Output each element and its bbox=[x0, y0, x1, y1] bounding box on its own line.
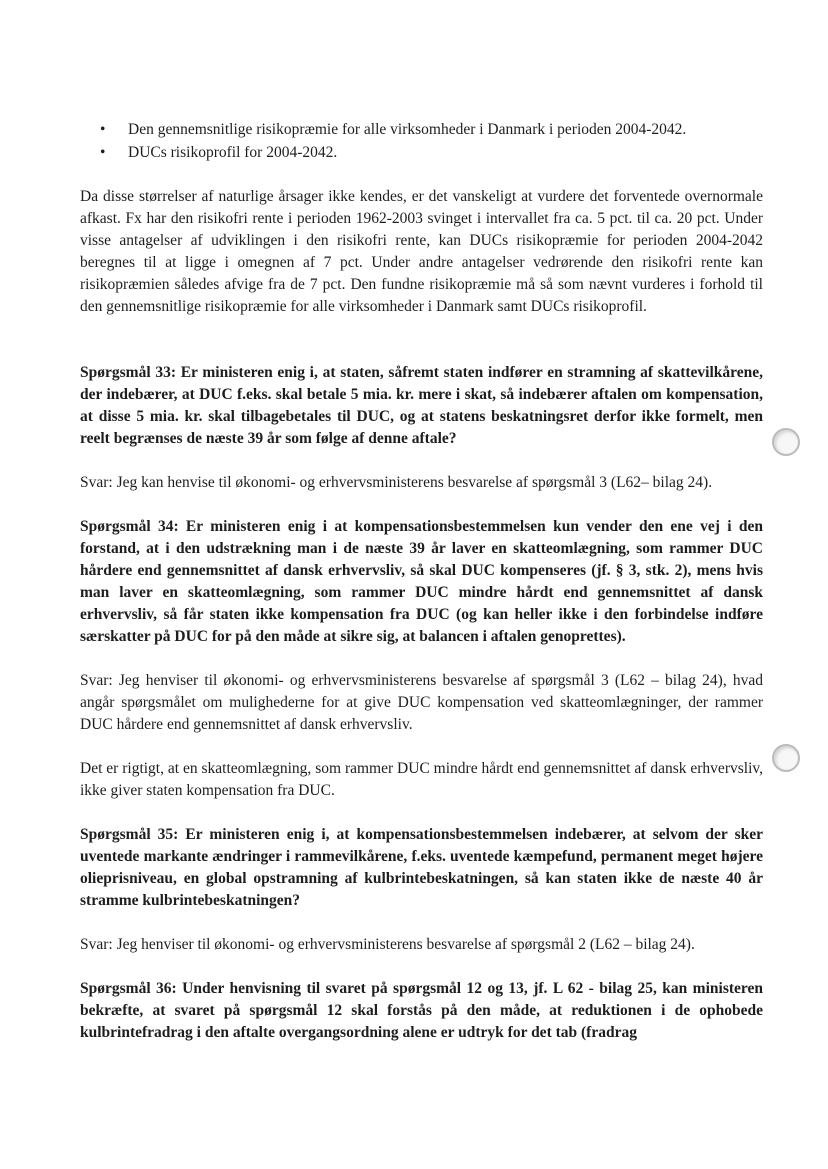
question-34: Spørgsmål 34: Er ministeren enig i at kompensationsbestemmelsen kun vender den ene vej i den forstand, at i den udstrækning man i de næste 39 år laver en skatteomlægning, som rammer DUC hårdere end gennemsnittet af dansk erhvervsliv, så skal DUC kompenseres (jf. § 3, stk. 2), mens hvis man laver en skatteomlægning, som rammer DUC mindre hårdt end gennemsnittet af dansk erhvervsliv, så får staten ikke kompensation fra DUC (og kan heller ikke i den forbindelse indføre særskatter på DUC for på den måde at sikre sig, at balancen i aftalen genoprettes). bbox=[80, 518, 763, 645]
answer-text: Jeg kan henvise til økonomi- og erhvervsministerens besvarelse af spørgsmål 3 (L62– bilag 24). bbox=[116, 474, 713, 491]
question-33: Spørgsmål 33: Er ministeren enig i, at staten, såfremt staten indfører en stramning af skattevilkårene, der indebærer, at DUC f.eks. skal betale 5 mia. kr. mere i skat, så indebærer aftalen om kompensation, at disse 5 mia. kr. skal tilbagebetales til DUC, og at statens beskatningsret derfor ikke formelt, men reelt begrænses de næste 39 år som følge af denne aftale? bbox=[80, 364, 763, 447]
answer-text: Jeg henviser til økonomi- og erhvervsministerens besvarelse af spørgsmål 2 (L62 – bilag 24). bbox=[116, 936, 695, 953]
bullet-item: • Den gennemsnitlige risikopræmie for alle virksomheder i Danmark i perioden 2004-2042. bbox=[100, 118, 780, 141]
answer-label: Svar: bbox=[80, 672, 113, 689]
punch-hole-mark bbox=[772, 428, 800, 456]
answer-33 bbox=[80, 472, 763, 494]
punch-hole-mark bbox=[772, 744, 800, 772]
answer-35 bbox=[80, 934, 763, 956]
answer-34-extra: Det er rigtigt, at en skatteomlægning, som rammer DUC mindre hårdt end gennemsnittet af dansk erhvervsliv, ikke giver staten kompensation fra DUC. bbox=[80, 760, 763, 799]
intro-paragraph: Da disse størrelser af naturlige årsager ikke kendes, er det vanskeligt at vurdere det forventede overnormale afkast. Fx har den risikofri rente i perioden 1962-2003 svinget i intervallet fra ca. 5 pct. til ca. 20 pct. Under visse antagelser af udviklingen i den risikofri rente, kan DUCs risikopræmie for perioden 2004-2042 beregnes til at ligge i omegnen af 7 pct. Under andre antagelser vedrørende den risikofri rente kan risikopræmien således afvige fra de 7 pct. Den fundne risikopræmie må så som nævnt vurderes i forhold til den gennemsnitlige risikopræmie for alle virksomheder i Danmark samt DUCs risikoprofil. bbox=[80, 188, 763, 315]
answer-34 bbox=[80, 670, 763, 736]
answer-label: Svar: bbox=[80, 936, 113, 953]
answer-label: Svar: bbox=[80, 474, 113, 491]
question-36: Spørgsmål 36: Under henvisning til svaret på spørgsmål 12 og 13, jf. L 62 - bilag 25, kan ministeren bekræfte, at svaret på spørgsmål 12 skal forstås på den måde, at reduktionen i de ophobede kulbrintefradrag i den aftalte overgangsordning alene er udtryk for det tab (fradrag bbox=[80, 980, 763, 1041]
bullet-item: • DUCs risikoprofil for 2004-2042. bbox=[100, 141, 780, 164]
answer-text: Jeg henviser til økonomi- og erhvervsministerens besvarelse af spørgsmål 3 (L62 – bilag 24), hvad angår spørgsmålet om mulighederne for at give DUC kompensation ved skatteomlægninger, der rammer DUC hårdere end gennemsnittet af dansk erhvervsliv. bbox=[80, 672, 763, 733]
bullet-list bbox=[100, 118, 780, 164]
question-35: Spørgsmål 35: Er ministeren enig i, at kompensationsbestemmelsen indebærer, at selvom der sker uventede markante ændringer i rammevilkårene, f.eks. uventede kæmpefund, permanent meget højere olieprisniveau, en global opstramning af kulbrintebeskatningen, så kan staten ikke de næste 40 år stramme kulbrintebeskatningen? bbox=[80, 826, 763, 909]
